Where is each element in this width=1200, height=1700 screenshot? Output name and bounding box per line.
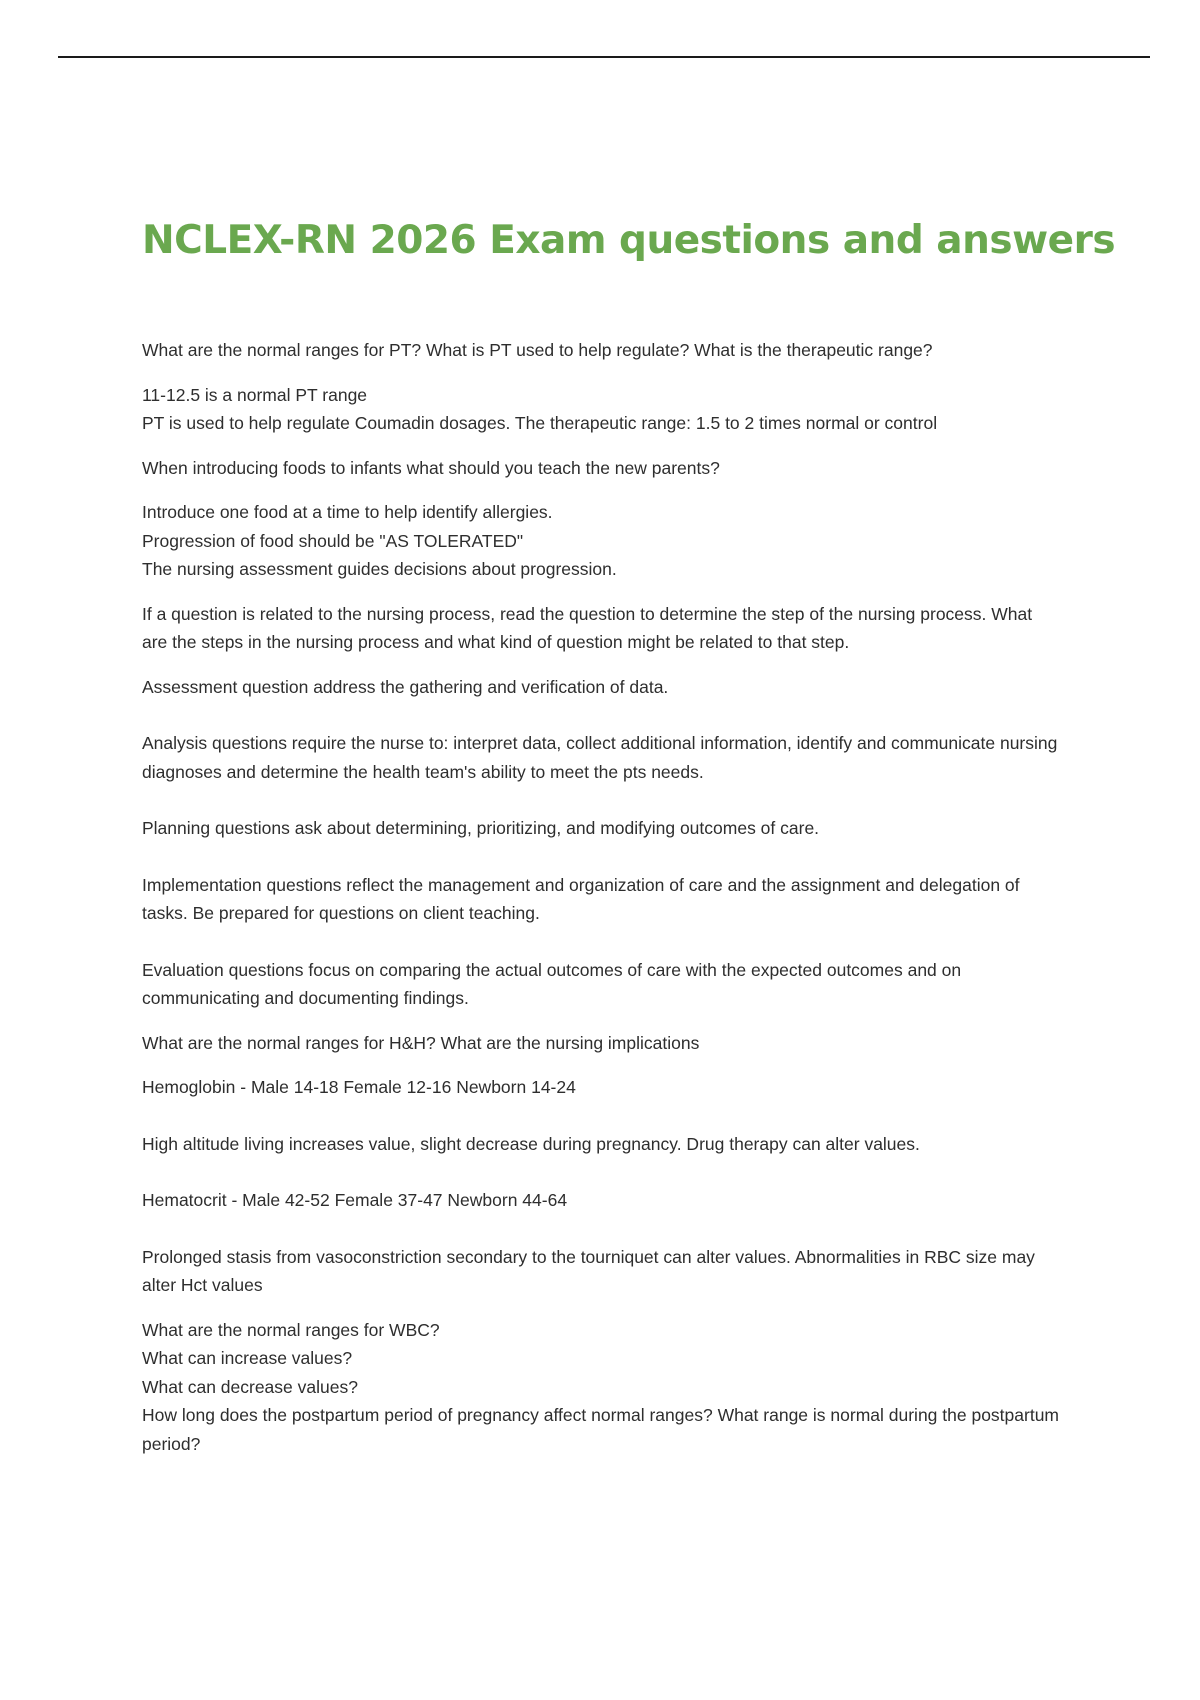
question-h-and-h: What are the normal ranges for H&H? What are the nursing implications — [142, 1032, 700, 1053]
answer-implementation: Implementation questions reflect the management and organization of care and the assignment and delegation of tasks. Be prepared for questions on client teaching. — [142, 874, 1020, 923]
answer-assessment: Assessment question address the gathering and verification of data. — [142, 676, 669, 697]
answer-hematocrit-implications: Prolonged stasis from vasoconstriction secondary to the tourniquet can alter values. Abnormalities in RBC size may alter Hct values — [142, 1246, 1035, 1295]
answer-evaluation: Evaluation questions focus on comparing the actual outcomes of care with the expected outcomes and on communicating and documenting findings. — [142, 959, 962, 1008]
answer-line: Introduce one food at a time to help identify allergies. — [142, 502, 553, 522]
answer-planning: Planning questions ask about determining, prioritizing, and modifying outcomes of care. — [142, 818, 820, 838]
answer-hematocrit: Hematocrit - Male 42-52 Female 37-47 Newborn 44-64 — [142, 1190, 568, 1210]
document-body — [142, 336, 1062, 1458]
answer-line: 11-12.5 is a normal PT range — [142, 384, 368, 405]
question-infant-foods: When introducing foods to infants what should you teach the new parents? — [142, 457, 720, 478]
question-nursing-process: If a question is related to the nursing process, read the question to determine the step of the nursing process. What are the steps in the nursing process and what kind of question might be related to that step. — [142, 603, 1033, 652]
header-rule — [58, 56, 1150, 58]
answer-infant-foods — [142, 498, 1062, 584]
document-title: NCLEX-RN 2026 Exam questions and answers — [142, 218, 1116, 263]
question-line: What can increase values? — [142, 1348, 353, 1368]
answer-hemoglobin: Hemoglobin - Male 14-18 Female 12-16 Newborn 14-24 — [142, 1077, 576, 1097]
question-line: What can decrease values? — [142, 1376, 358, 1397]
question-wbc — [142, 1316, 1062, 1459]
answer-line: Progression of food should be "AS TOLERATED" — [142, 530, 524, 551]
answer-hemoglobin-implications: High altitude living increases value, slight decrease during pregnancy. Drug therapy can alter values. — [142, 1133, 920, 1154]
answer-pt-ranges — [142, 381, 1062, 438]
question-line: What are the normal ranges for WBC? — [142, 1319, 440, 1340]
answer-line: PT is used to help regulate Coumadin dosages. The therapeutic range: 1.5 to 2 times normal or control — [142, 413, 938, 433]
question-pt-ranges: What are the normal ranges for PT? What is PT used to help regulate? What is the therapeutic range? — [142, 340, 933, 360]
question-line: How long does the postpartum period of pregnancy affect normal ranges? What range is normal during the postpartum period? — [142, 1405, 1059, 1454]
answer-analysis: Analysis questions require the nurse to: interpret data, collect additional information, identify and communicate nursing diagnoses and determine the health team's ability to meet the pts needs. — [142, 733, 1058, 782]
answer-line: The nursing assessment guides decisions about progression. — [142, 559, 617, 579]
